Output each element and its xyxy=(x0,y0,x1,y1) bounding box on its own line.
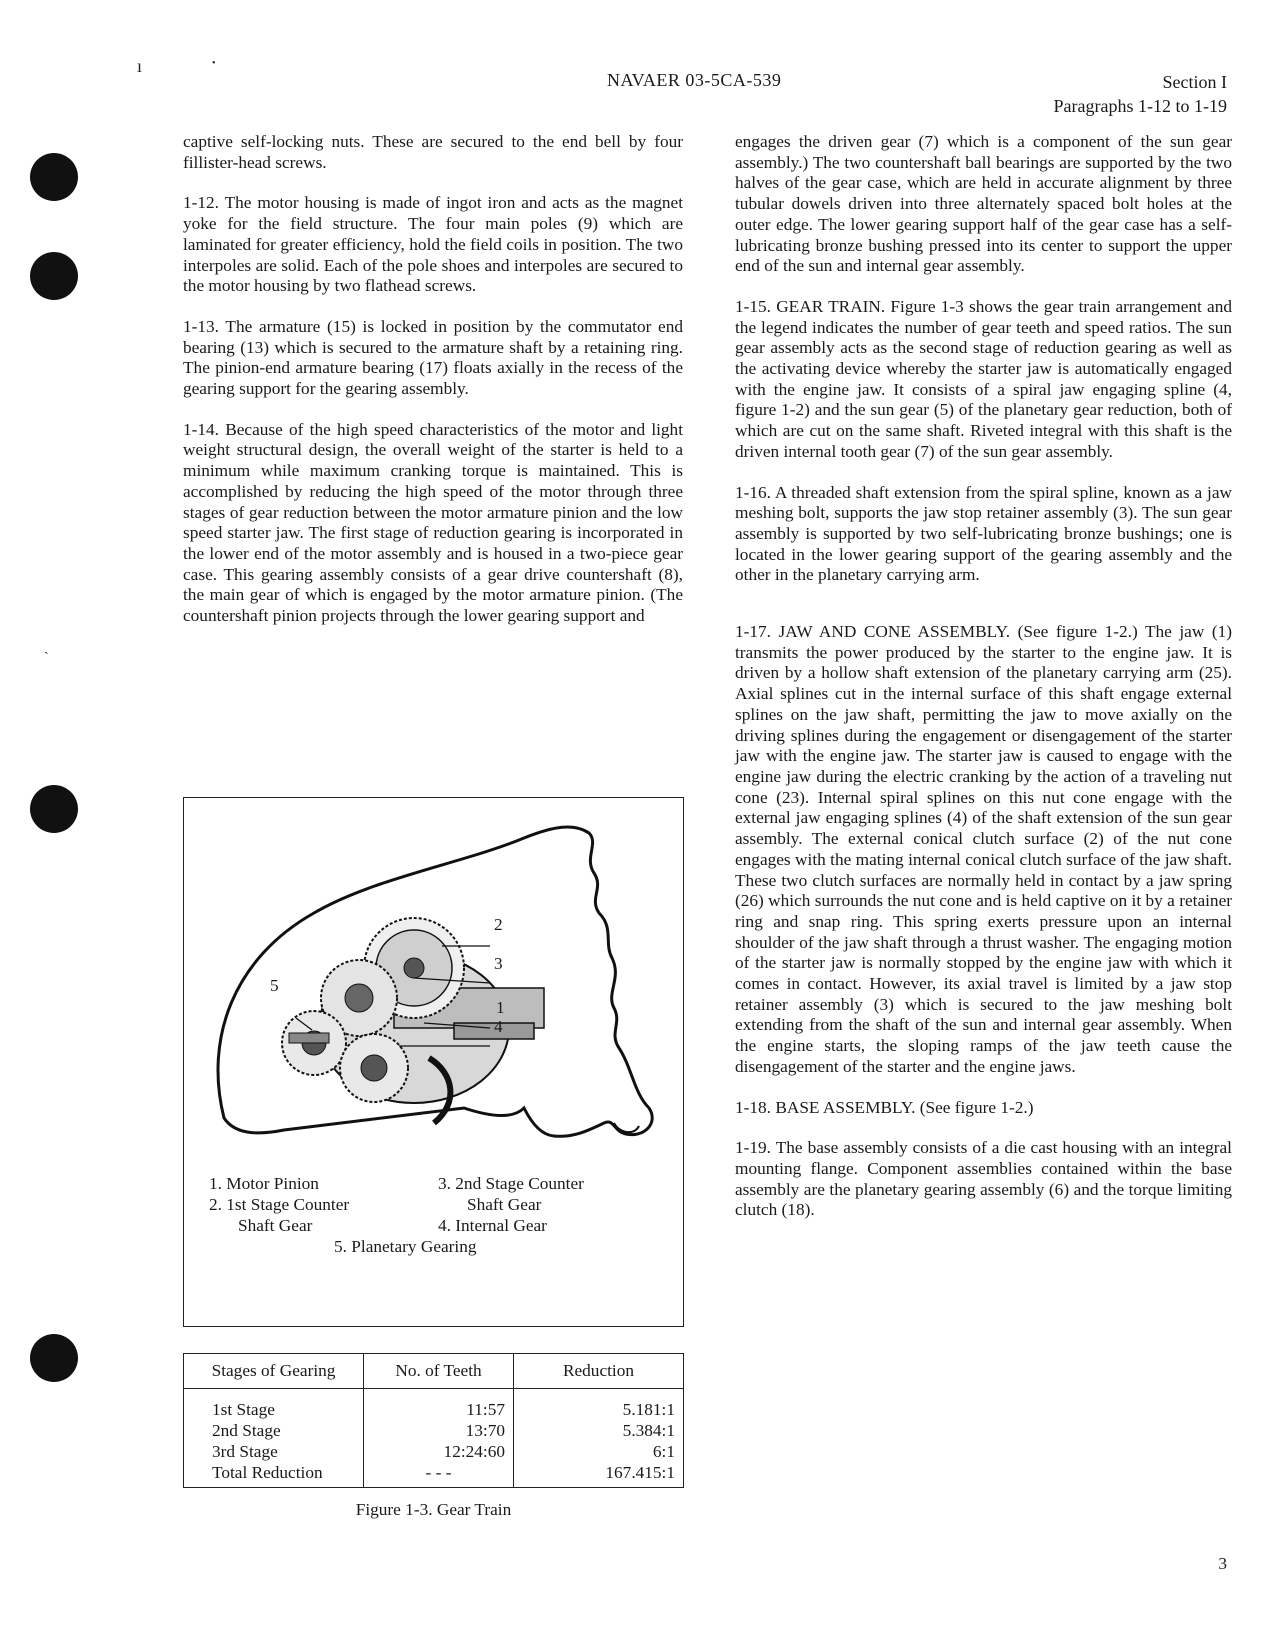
legend-item-2: 2. 1st Stage Counter xyxy=(209,1195,350,1214)
section-label: Section I xyxy=(1162,72,1227,92)
cell-reduction: 5.181:1 xyxy=(514,1389,684,1421)
cell-reduction: 5.384:1 xyxy=(514,1420,684,1441)
paragraph-1-19: 1-19. The base assembly consists of a die cast housing with an integral mounting flange. Component assemblies contained within the base assembly are the planetary gearing assembly (6) and the torque limiting clutch (18). xyxy=(735,1138,1232,1220)
callout-5: 5 xyxy=(270,976,279,995)
col-header-stages: Stages of Gearing xyxy=(184,1354,364,1389)
table-header-row xyxy=(184,1354,684,1389)
paragraph-1-13: 1-13. The armature (15) is locked in position by the commutator end bearing (13) which is secured to the armature shaft by a retaining ring. The pinion-end armature bearing (17) floats axially in the recess of the gearing support for the gearing assembly. xyxy=(183,316,683,399)
document-number: NAVAER 03-5CA-539 xyxy=(607,70,782,90)
cell-teeth: 12:24:60 xyxy=(364,1441,514,1462)
binder-hole xyxy=(30,785,78,833)
binder-hole xyxy=(30,1334,78,1382)
legend-item-1: 1. Motor Pinion xyxy=(209,1174,319,1193)
left-column xyxy=(183,132,683,647)
callout-3: 3 xyxy=(494,954,503,973)
legend-item-3: 3. 2nd Stage Counter xyxy=(438,1174,584,1193)
gearing-table xyxy=(183,1353,684,1488)
cell-teeth: - - - xyxy=(364,1462,514,1488)
paragraph-continued: engages the driven gear (7) which is a component of the sun gear assembly.) The two countershaft ball bearings are supported by the two halves of the gear case, which are held in accurate alignment by three tubular dowels driven into three alternately spaced bolt holes at the outer edge. The lower gearing support half of the gear case has a self-lubricating bronze bushing pressed into its center to support the upper end of the sun and internal gear assembly. xyxy=(735,132,1232,276)
legend-item-2-cont: Shaft Gear xyxy=(238,1216,313,1235)
legend-item-3-cont: Shaft Gear xyxy=(467,1195,542,1214)
col-header-teeth: No. of Teeth xyxy=(364,1354,514,1389)
cell-reduction: 6:1 xyxy=(514,1441,684,1462)
table-row xyxy=(184,1441,684,1462)
paragraph-1-15: 1-15. GEAR TRAIN. Figure 1-3 shows the gear train arrangement and the legend indicates the number of gear teeth and speed ratios. The sun gear assembly acts as the second stage of reduction gearing as well as the activating device whereby the starter jaw is automatically engaged with the engine jaw. It consists of a spiral jaw engaging spline (4, figure 1-2) and the sun gear (5) of the planetary gear reduction, both of which are cut on the same shaft. Riveted integral with this shaft is the driven internal tooth gear (7) of the sun gear assembly. xyxy=(735,296,1232,461)
paragraph-1-18: 1-18. BASE ASSEMBLY. (See figure 1-2.) xyxy=(735,1097,1034,1117)
callout-4: 4 xyxy=(494,1017,503,1036)
col-header-reduction: Reduction xyxy=(514,1354,684,1389)
cell-reduction: 167.415:1 xyxy=(514,1462,684,1488)
scan-mark: ˎ xyxy=(44,640,49,655)
paragraph-continued: captive self-locking nuts. These are secured to the end bell by four fillister-head screws. xyxy=(183,132,683,172)
paragraph-range: Paragraphs 1-12 to 1-19 xyxy=(1053,96,1227,116)
scan-mark: • xyxy=(212,58,216,69)
paragraph-1-16: 1-16. A threaded shaft extension from the spiral spline, known as a jaw meshing bolt, supports the jaw stop retainer assembly (3). The sun gear assembly is supported by two self-lubricating bronze bushings; one is located in the lower gearing support of the gearing assembly and the other in the planetary carrying arm. xyxy=(735,482,1232,585)
paragraph-1-14: 1-14. Because of the high speed characteristics of the motor and light weight structural design, the overall weight of the starter is held to a minimum while maximum cranking torque is maintained. This is accomplished by reducing the high speed of the motor through three stages of gear reduction between the motor armature pinion and the low speed starter jaw. The first stage of reduction gearing is incorporated in the lower end of the motor assembly and is housed in a two-piece gear case. This gearing assembly consists of a gear drive countershaft (8), the main gear of which is engaged by the motor armature pinion. (The countershaft pinion projects through the lower gearing support and xyxy=(183,419,683,626)
legend-item-5: 5. Planetary Gearing xyxy=(334,1237,477,1256)
legend-item-4: 4. Internal Gear xyxy=(438,1216,547,1235)
cell-stage: 3rd Stage xyxy=(184,1441,364,1462)
figure-gear-train xyxy=(183,797,684,1327)
cell-teeth: 11:57 xyxy=(364,1389,514,1421)
binder-hole xyxy=(30,252,78,300)
section-header xyxy=(1054,70,1227,118)
callout-1: 1 xyxy=(496,998,505,1017)
scan-mark: ı xyxy=(137,56,143,76)
cell-stage: Total Reduction xyxy=(184,1462,364,1488)
right-column xyxy=(735,132,1232,1241)
paragraph-1-17: 1-17. JAW AND CONE ASSEMBLY. (See figure 1-2.) The jaw (1) transmits the power produced by the starter to the engine jaw. It is driven by a hollow shaft extension of the planetary carrying arm (25). Axial splines cut in the internal surface of this shaft engage external splines on the jaw shaft, permitting the jaw to move axially on the driving splines during the engagement or disengagement of the starter jaw with the engine jaw. The starter jaw is caused to engage with the engine jaw during the electric cranking by the action of a traveling nut cone (23). Internal spiral splines on this nut cone engage with the external jaw engaging splines (4) of the shaft extension of the sun gear assembly. The external conical clutch surface (2) of the nut cone engages with the mating internal conical clutch surface of the jaw shaft. These two clutch surfaces are normally held in contact by a jaw spring (26) which surrounds the nut cone and is held captive on it by a retainer ring and snap ring. This spring exerts pressure upon an internal shoulder of the jaw shaft through a thrust washer. The engaging motion of the starter jaw is normally stopped by the engine jaw with which it comes in contact. However, its axial travel is limited by a jaw stop retainer assembly (3) which is secured to the jaw meshing bolt extending from the shaft of the sun and internal gear assembly. When the engine starts, the sloping ramps of the jaw teeth cause the disengagement of the starter and the engine jaws. xyxy=(735,622,1232,1076)
page-number: 3 xyxy=(1218,1554,1227,1573)
cell-stage: 1st Stage xyxy=(184,1389,364,1421)
cell-stage: 2nd Stage xyxy=(184,1420,364,1441)
figure-caption: Figure 1-3. Gear Train xyxy=(355,1500,512,1519)
paragraph-1-12: 1-12. The motor housing is made of ingot iron and acts as the magnet yoke for the field structure. The four main poles (9) which are laminated for greater efficiency, hold the field coils in position. The two interpoles are solid. Each of the pole shoes and interpoles are secured to the motor housing by two flathead screws. xyxy=(183,193,683,296)
table-row xyxy=(184,1420,684,1441)
cell-teeth: 13:70 xyxy=(364,1420,514,1441)
binder-hole xyxy=(30,153,78,201)
gear-train-illustration xyxy=(194,818,674,1158)
callout-2: 2 xyxy=(494,915,503,934)
table-row xyxy=(184,1462,684,1488)
table-row xyxy=(184,1389,684,1421)
